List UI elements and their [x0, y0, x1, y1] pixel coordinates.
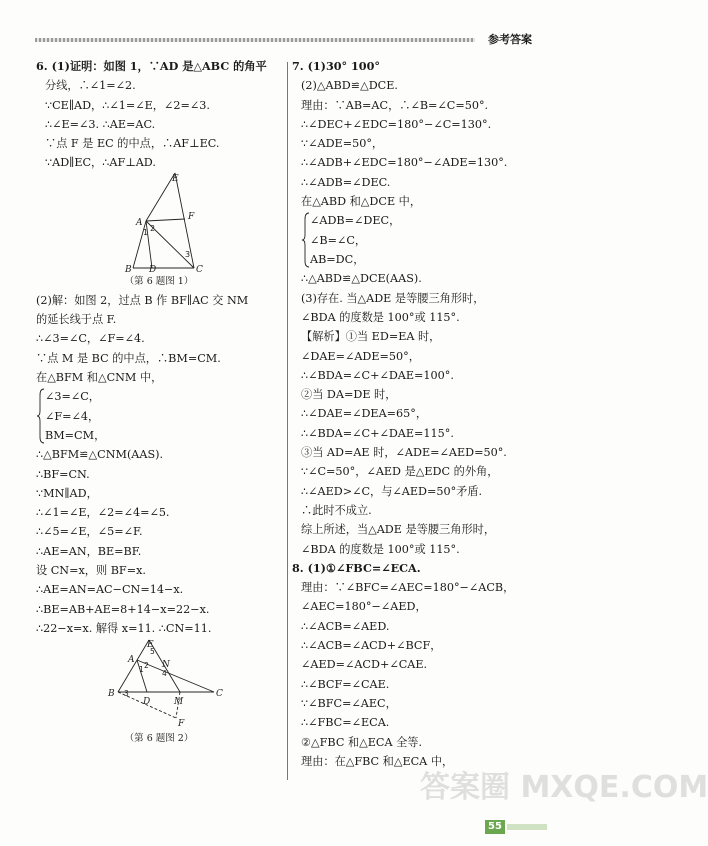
- figure-6-1: [36, 173, 282, 273]
- label-a: A: [136, 217, 143, 228]
- text-line: ∵点 F 是 EC 的中点，∴AF⊥EC.: [45, 137, 220, 151]
- text-line: BM=CM，: [45, 428, 106, 442]
- label-c: C: [216, 689, 223, 700]
- right-column: [292, 57, 562, 771]
- text-line: ∴∠AED>∠C，与∠AED=50°矛盾.: [301, 484, 483, 498]
- text-line: (3)存在. 当△ADE 是等腰三角形时，: [301, 291, 485, 305]
- text-line: ∵∠ADE=50°，: [301, 137, 384, 151]
- text-line: 的延长线于点 F.: [36, 313, 117, 327]
- label-m: M: [174, 697, 184, 708]
- label-e: E: [147, 640, 154, 651]
- left-column: [36, 57, 282, 748]
- label-d: D: [149, 264, 157, 275]
- label-e: E: [172, 173, 179, 184]
- text-line: ∴∠ADB+∠EDC=180°−∠ADE=130°.: [301, 156, 508, 170]
- text-line: ∴∠ACB=∠ACD+∠BCF，: [301, 639, 442, 653]
- text-line: 7. (1)30° 100°: [292, 59, 380, 73]
- text-line: ②△FBC 和△ECA 全等.: [301, 735, 423, 749]
- text-line: ∴△ABD≌△DCE(AAS).: [301, 272, 422, 286]
- text-line: 8. (1)①∠FBC=∠ECA.: [292, 560, 421, 575]
- text-line: ∵CE∥AD，∴∠1=∠E，∠2=∠3.: [45, 98, 210, 112]
- angle-3: 3: [124, 689, 129, 699]
- column-divider: [287, 62, 288, 780]
- page-number: 55: [485, 820, 505, 834]
- text-line: 理由：在△FBC 和△ECA 中，: [301, 754, 454, 768]
- text-line: ∴∠DAE=∠DEA=65°，: [301, 407, 428, 421]
- text-line: 理由：∵∠BFC=∠AEC=180°−∠ACB，: [301, 581, 515, 595]
- q6-part1: [36, 57, 282, 173]
- text-line: ∴∠3=∠C，∠F=∠4.: [36, 332, 145, 346]
- text-line: ∴∠ADB=∠DEC.: [301, 175, 391, 189]
- text-line: ∠DAE=∠ADE=50°，: [301, 349, 420, 363]
- segment-ae: [146, 173, 175, 221]
- text-line: ∠BDA 的度数是 100°或 115°.: [301, 310, 460, 324]
- label-a: A: [128, 655, 135, 666]
- text-line: ∵∠BFC=∠AEC，: [301, 696, 397, 710]
- brace-group-2: [292, 211, 562, 269]
- label-c: C: [196, 264, 203, 275]
- text-line: ∵点 M 是 BC 的中点，∴BM=CM.: [36, 351, 221, 365]
- figure-6-2: [36, 638, 282, 730]
- brace-icon: [301, 211, 310, 269]
- text-line: ∴AE=AN=AC−CN=14−x.: [36, 583, 184, 597]
- text-line: ∴∠BDA=∠C+∠DAE=100°.: [301, 368, 454, 382]
- label-f: F: [178, 719, 185, 730]
- text-line: 在△BFM 和△CNM 中，: [36, 370, 163, 384]
- text-line: ∠3=∠C，: [45, 390, 100, 404]
- text-line: ∴BF=CN.: [36, 467, 90, 481]
- text-line: ∴此时不成立.: [301, 503, 372, 517]
- page-number-bar: [507, 824, 547, 830]
- text-line: 分线，∴∠1=∠2.: [45, 79, 136, 93]
- text-line: ∠ADB=∠DEC，: [310, 214, 401, 228]
- angle-2: 2: [144, 661, 149, 671]
- angle-5: 5: [150, 647, 155, 657]
- text-line: ∠BDA 的度数是 100°或 115°.: [301, 542, 460, 556]
- label-f: F: [188, 211, 195, 222]
- text-line: AB=DC，: [310, 252, 365, 266]
- q7-part2: [292, 269, 562, 558]
- text-line: ∴∠BCF=∠CAE.: [301, 677, 390, 691]
- text-line: ∠AED=∠ACD+∠CAE.: [301, 658, 428, 672]
- text-line: 综上所述，当△ADE 是等腰三角形时，: [301, 523, 496, 537]
- text-line: ∴AE=AN，BE=BF.: [36, 544, 142, 558]
- angle-1: 1: [139, 665, 144, 675]
- text-line: ∵AD∥EC，∴AF⊥AD.: [45, 156, 156, 170]
- label-n: N: [162, 660, 170, 671]
- text-line: ∵∠C=50°，∠AED 是△EDC 的外角，: [301, 465, 499, 479]
- figure-6-1-caption: （第 6 题图 1）: [124, 275, 194, 287]
- label-b: B: [108, 689, 115, 700]
- header-title: 参考答案: [488, 33, 532, 46]
- q8: [292, 559, 562, 771]
- text-line: 6. (1)证明：如图 1，∵AD 是△ABC 的角平: [36, 59, 267, 73]
- text-line: ∴∠FBC=∠ECA.: [301, 716, 390, 730]
- segment-af: [146, 219, 185, 221]
- text-line: ②当 DA=DE 时，: [301, 388, 397, 402]
- header-rule: [35, 38, 475, 42]
- text-line: ∴∠BDA=∠C+∠DAE=115°.: [301, 426, 454, 440]
- text-line: ∴∠ACB=∠AED.: [301, 619, 390, 633]
- q6-part3: [36, 445, 282, 638]
- brace-icon: [36, 387, 45, 445]
- angle-1: 1: [143, 227, 149, 237]
- label-b: B: [125, 264, 132, 275]
- text-line: ∴BE=AB+AE=8+14−x=22−x.: [36, 602, 210, 616]
- text-line: ∠AEC=180°−∠AED，: [301, 600, 427, 614]
- q7-part1: [292, 57, 562, 211]
- angle-3: 3: [185, 249, 191, 259]
- q6-part2: [36, 291, 282, 387]
- text-line: 理由：∵AB=AC，∴∠B=∠C=50°.: [301, 98, 489, 112]
- figure-6-2-caption: （第 6 题图 2）: [124, 733, 194, 745]
- text-line: ∠F=∠4，: [45, 409, 100, 423]
- watermark: 答案圈 MXQE.COM: [420, 770, 708, 805]
- text-line: 在△ABD 和△DCE 中，: [301, 195, 422, 209]
- text-line: ∴∠E=∠3. ∴AE=AC.: [45, 117, 156, 131]
- text-line: ③当 AD=AE 时，∠ADE=∠AED=50°.: [301, 446, 507, 460]
- text-line: ∴△BFM≌△CNM(AAS).: [36, 448, 164, 462]
- angle-4: 4: [162, 669, 167, 679]
- text-line: (2)解：如图 2，过点 B 作 BF∥AC 交 NM: [36, 293, 249, 307]
- text-line: ∴22−x=x. 解得 x=11. ∴CN=11.: [36, 621, 212, 635]
- text-line: ∠B=∠C，: [310, 233, 367, 247]
- text-line: 设 CN=x，则 BF=x.: [36, 564, 146, 578]
- label-d: D: [143, 697, 151, 708]
- text-line: ∴∠DEC+∠EDC=180°−∠C=130°.: [301, 117, 492, 131]
- text-line: ∴∠1=∠E，∠2=∠4=∠5.: [36, 506, 170, 520]
- text-line: (2)△ABD≌△DCE.: [301, 79, 398, 93]
- text-line: ∵MN∥AD，: [36, 486, 98, 500]
- brace-group-1: [36, 387, 282, 445]
- text-line: 【解析】①当 ED=EA 时，: [301, 330, 441, 344]
- angle-2: 2: [150, 223, 156, 233]
- text-line: ∴∠5=∠E，∠5=∠F.: [36, 525, 143, 539]
